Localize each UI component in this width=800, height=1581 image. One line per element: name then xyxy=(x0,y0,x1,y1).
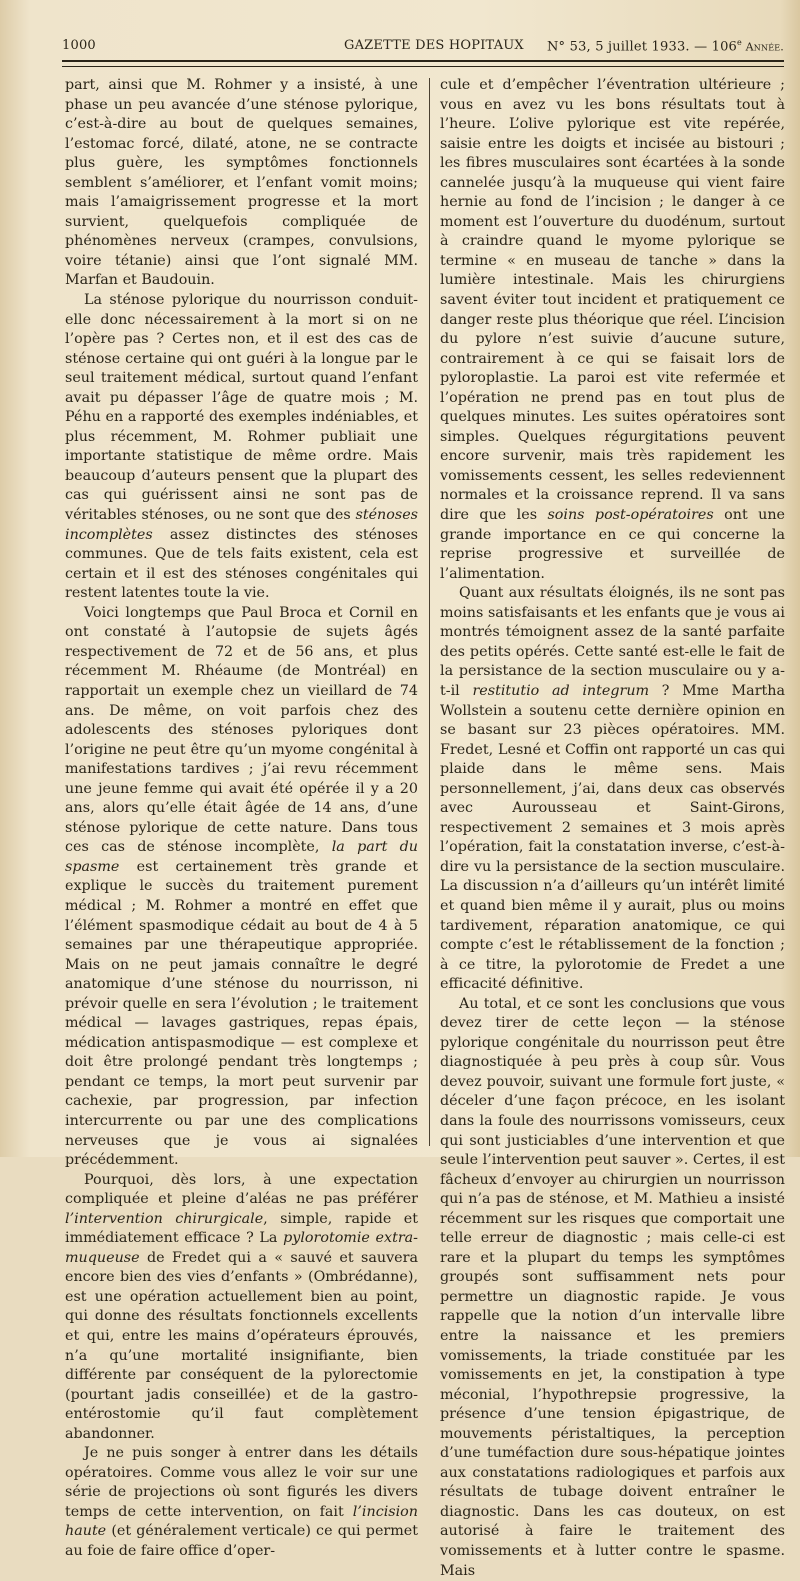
issue-annee: Année. xyxy=(741,40,784,54)
italic-text: pylorotomie extra-muqueuse xyxy=(65,1230,419,1266)
italic-text: sténoses incomplètes xyxy=(65,507,418,543)
left-column xyxy=(65,76,418,1562)
italic-text: l’intervention chirurgicale xyxy=(65,1210,264,1227)
text-run: ? Mme Martha Wollstein a soutenu cette dernière opinion en se basant sur 23 pièces opératoires. MM. Fredet, Lesné et Coffin ont rapporté un cas qui plaide dans le même sens. Mais personnellement, j’ai, dans deux cas observés avec Aurousseau et Saint-Girons, respectivement 2 semaines et 3 mois après l’opération, fait la constatation inverse, c’est-à-dire vu la persistance de la section musculaire. La discussion n’a d’ailleurs qu’un intérêt limité et quand bien même il y aurait, plus ou moins tardivement, réparation anatomique, ce qui compte c’est le rétablissement de la fonction ; à ce titre, la pylorotomie de Fredet a une efficacité définitive. xyxy=(440,682,785,993)
paragraph xyxy=(65,1444,418,1561)
italic-text: restitutio ad integrum xyxy=(472,682,650,699)
text-run: La sténose pylorique du nourrisson conduit-elle donc nécessairement à la mort si on ne l’opère pas ? Certes non, et il est des cas de sténose certaine qui ont guéri à la longue par le seul traitement médical, surtout quand l’enfant avait pu dépasser l’âge de quatre mois ; M. Péhu en a rapporté des exemples indéniables, et plus récemment, M. Rohmer publiait une importante statistique de même ordre. Mais beaucoup d’auteurs pensent que la plupart des cas qui guérissent ainsi ne sont pas de véritables sténoses, ou ne sont que des xyxy=(65,292,418,524)
column-divider xyxy=(429,78,430,1146)
page-header xyxy=(62,38,784,60)
page-number: 1000 xyxy=(62,38,96,53)
text-run: Quant aux résultats éloignés, ils ne sont pas moins satisfaisants et les enfants que je vous ai montrés témoignent assez de la santé parfaite des petits opérés. Cette santé est-elle le fait de la persistance de la section musculaire ou y a-t-il xyxy=(440,585,785,699)
text-run: cule et d’empêcher l’éventration ultérieure ; vous en avez vu les bons résultats tout à l’heure. L’olive pylorique est vite repérée, saisie entre les doigts et incisée au bistouri ; les fibres musculaires sont écartées à la sonde cannelée jusqu’à la muqueuse qui vient faire hernie au fond de l’incision ; le danger à ce moment est l’ouverture du duodénum, surtout à craindre quand le myome pylorique se termine « en museau de tanche » dans la lumière intestinale. Mais les chirurgiens savent éviter tout incident et pratiquement ce danger reste plus théorique que réel. L’incision du pylore n’est suivie d’aucune suture, contrairement à ce qui se faisait lors de pyloroplastie. La paroi est vite refermée et l’opération ne prend pas en tout plus de quelques minutes. Les suites opératoires sont simples. Quelques régurgitations peuvent encore survenir, mais très rapidement les vomissements cessent, les selles redeviennent normales et la croissance reprend. Il va sans dire que les xyxy=(440,77,785,524)
text-run: est certainement très grande et explique le succès du traitement purement médical ; M. Rohmer a montré en effet que l’élément spasmodique cédait au bout de 4 à 5 semaines par une thérapeutique appropriée. Mais on ne peut jamais connaître le degré anatomique d’une sténose du nourrisson, ni prévoir quelle en sera l’évolution ; le traitement médical — lavages gastriques, repas épais, médication antispasmodique — est complexe et doit être prolongé pendant très longtemps ; pendant ce temps, la mort peut survenir par cachexie, par progression, par infection intercurrente ou par une des complications nerveuses que je vous ai signalées précédemment. xyxy=(65,858,418,1169)
paragraph xyxy=(440,584,785,994)
text-run: assez distinctes des sténoses communes. Que de tels faits existent, cela est certain et il est des sténoses congénitales qui restent latentes toute la vie. xyxy=(65,526,418,602)
paragraph xyxy=(65,1171,418,1445)
header-rule-thin xyxy=(62,66,784,67)
issue-date: N° 53, 5 juillet 1933. — 106 xyxy=(546,39,738,55)
paragraph xyxy=(65,604,418,1171)
text-run: part, ainsi que M. Rohmer y a insisté, à une phase un peu avancée d’une sténose pylorique, c’est-à-dire au bout de quelques semaines, l’estomac forcé, dilaté, atone, ne se contracte plus guère, les symptômes fonctionnels semblent s’améliorer, et l’enfant vomit moins; mais l’amaigrissement progresse et la mort survient, quelquefois compliquée de phénomènes nerveux (crampes, convulsions, voire tétanie) ainsi que l’ont signalé MM. Marfan et Baudouin. xyxy=(65,77,418,289)
text-run: , simple, rapide et immédiatement efficace ? La xyxy=(65,1210,418,1247)
text-run: Voici longtemps que Paul Broca et Cornil en ont constaté à l’autopsie de sujets âgés respectivement de 72 et de 56 ans, et plus récemment M. Rhéaume (de Montréal) en rapportait un exemple chez un vieillard de 74 ans. De même, on voit parfois chez des adolescents des sténoses pyloriques dont l’origine ne peut être qu’un myome congénital à manifestations tardives ; j’ai revu récemment une jeune femme qui avait été opérée il y a 20 ans, alors qu’elle était âgée de 14 ans, d’une sténose pylorique de cette nature. Dans tous ces cas de sténose incomplète, xyxy=(65,604,418,856)
text-run: (et généralement verticale) ce qui permet au foie de faire office d’oper- xyxy=(65,1523,418,1560)
text-run: Je ne puis songer à entrer dans les détails opératoires. Comme vous allez le voir sur une série de projections où sont figurés les divers temps de cette intervention, on fait xyxy=(65,1445,418,1520)
right-column xyxy=(440,76,785,1581)
text-run: Pourquoi, dès lors, à une expectation compliquée et pleine d’aléas ne pas préférer xyxy=(65,1171,418,1208)
paragraph xyxy=(440,76,785,584)
italic-text: soins post-opératoires xyxy=(547,507,714,524)
italic-text: l’incision haute xyxy=(65,1503,418,1540)
issue-superscript: e xyxy=(737,38,742,47)
paragraph xyxy=(65,76,418,291)
paragraph xyxy=(65,291,418,604)
italic-text: la part du spasme xyxy=(65,839,418,875)
text-run: ont une grande importance en ce qui concerne la reprise progressive et surveillée de l’alimentation. xyxy=(440,507,785,582)
paragraph xyxy=(440,995,785,1581)
text-run: de Fredet qui a « sauvé et sauvera encore bien des vies d’enfants » (Ombrédanne), est une opération actuellement bien au point, qui donne des résultats fonctionnels excellents et qui, entre les mains d’opérateurs éprouvés, n’a qu’une mortalité insignifiante, bien différente par conséquent de la pylorectomie (pourtant jadis conseillée) et de la gastro-entérostomie qu’il faut complètement abandonner. xyxy=(65,1249,418,1442)
journal-title: GAZETTE DES HOPITAUX xyxy=(344,38,524,53)
text-run: Au total, et ce sont les conclusions que vous devez tirer de cette leçon — la sténose pylorique congénitale du nourrisson peut être diagnostiquée à peu près à coup sûr. Vous devez pouvoir, suivant une formule fort juste, « déceler d’une façon précoce, en les isolant dans la foule des nourrissons vomisseurs, ceux qui sont justiciables d’une intervention et que seule l’intervention peut sauver ». Certes, il est fâcheux d’envoyer au chirurgien un nourrisson qui n’a pas de sténose, et M. Mathieu a insisté récemment sur les risques que comportait une telle erreur de diagnostic ; mais celle-ci est rare et la plupart du temps les symptômes groupés sont suffisamment nets pour permettre un diagnostic rapide. Je vous rappelle que la notion d’un intervalle libre entre la naissance et les premiers vomissements, la triade constituée par les vomissements en jet, la constipation à type méconial, l’hypothrepsie progressive, la présence d’une tension épigastrique, de mouvements péristaltiques, la perception d’une tuméfaction dure sous-hépatique jointes aux constatations radiologiques et parfois aux résultats de tubage doivent entraîner le diagnostic. Dans les cas douteux, on est autorisé à faire le traitement des vomissements et à lutter contre le spasme. Mais xyxy=(440,995,785,1579)
issue-info xyxy=(547,38,784,54)
header-rule-thick xyxy=(62,60,784,62)
